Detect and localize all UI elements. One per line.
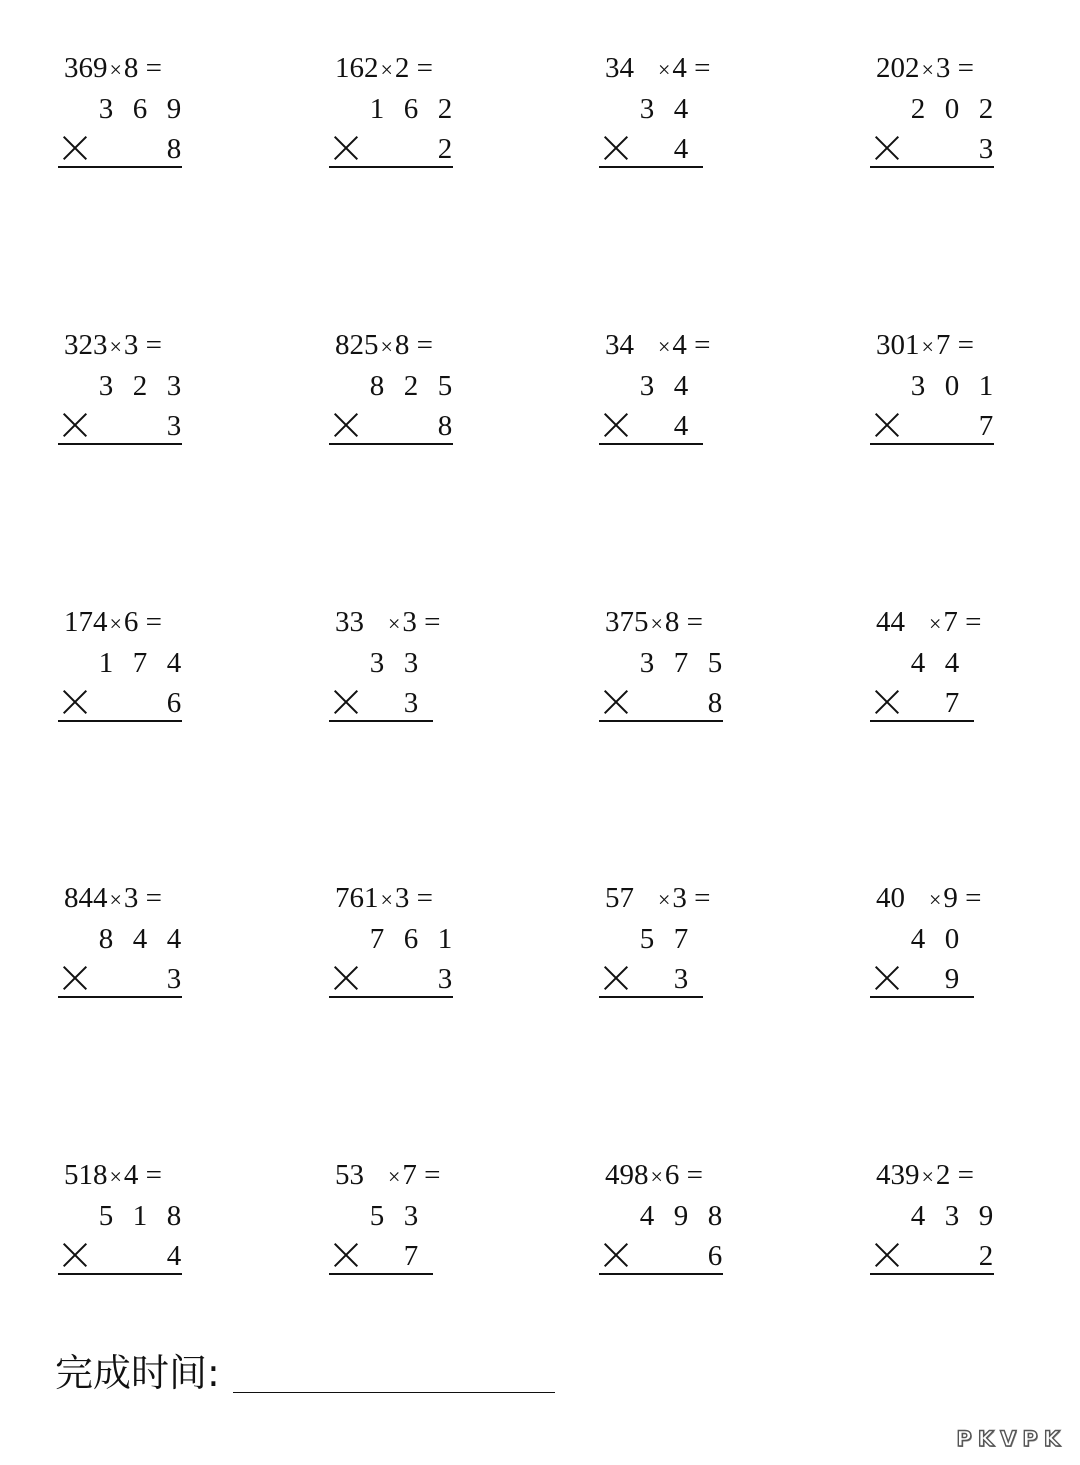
multiplication-problem — [329, 848, 529, 995]
equals-symbol: = — [416, 882, 434, 914]
multiply-cross-icon — [333, 134, 359, 160]
vertical-multiplier-row — [599, 130, 703, 168]
digit: 8 — [707, 1200, 723, 1232]
vertical-multiplier-row — [329, 130, 453, 168]
digit: 3 — [369, 647, 385, 679]
digit: 5 — [639, 923, 655, 955]
multiplicand: 33 — [335, 606, 364, 638]
vertical-multiplier: 7 — [403, 1240, 419, 1272]
problem-equation — [64, 327, 172, 365]
multiply-cross-icon — [603, 688, 629, 714]
multiplicand: 498 — [605, 1159, 649, 1191]
digit: 8 — [166, 1200, 182, 1232]
times-symbol: × — [650, 1164, 663, 1189]
problem-equation — [876, 1157, 984, 1195]
digit: 4 — [944, 647, 960, 679]
digit: 3 — [98, 370, 114, 402]
vertical-multiplier: 3 — [437, 963, 453, 995]
multiplier: 8 — [123, 52, 139, 84]
times-symbol: × — [658, 334, 671, 359]
vertical-multiplier-row — [58, 1237, 182, 1275]
digit: 4 — [910, 1200, 926, 1232]
problem-equation — [64, 1157, 172, 1195]
digit: 1 — [98, 647, 114, 679]
equals-symbol: = — [694, 52, 711, 84]
vertical-multiplier: 4 — [673, 133, 689, 165]
digit: 9 — [978, 1200, 994, 1232]
problem-equation — [64, 50, 172, 88]
times-symbol: × — [380, 57, 393, 82]
digit: 1 — [132, 1200, 148, 1232]
equals-symbol: = — [416, 52, 434, 84]
digit: 3 — [639, 647, 655, 679]
multiplier: 3 — [672, 882, 687, 914]
times-symbol: × — [380, 334, 393, 359]
digit: 4 — [910, 647, 926, 679]
multiplication-problem — [58, 572, 258, 719]
multiplier: 3 — [935, 52, 951, 84]
problem-equation — [876, 880, 992, 918]
digit: 4 — [132, 923, 148, 955]
vertical-multiplier: 3 — [978, 133, 994, 165]
multiplicand: 44 — [876, 606, 905, 638]
multiplication-problem — [870, 18, 1070, 165]
digit: 9 — [673, 1200, 689, 1232]
multiplication-problem — [870, 848, 1070, 995]
multiplier: 2 — [394, 52, 410, 84]
equals-symbol: = — [957, 329, 975, 361]
problem-equation — [605, 604, 713, 642]
multiplier: 3 — [394, 882, 410, 914]
equals-symbol: = — [145, 606, 163, 638]
digit: 3 — [639, 370, 655, 402]
equals-symbol: = — [957, 1159, 975, 1191]
times-symbol: × — [658, 57, 671, 82]
digit: 3 — [403, 1200, 419, 1232]
multiply-cross-icon — [874, 1241, 900, 1267]
equals-symbol: = — [694, 329, 711, 361]
equals-symbol: = — [145, 882, 163, 914]
multiplicand: 34 — [605, 52, 634, 84]
multiplicand: 174 — [64, 606, 108, 638]
multiplication-problem — [599, 1125, 799, 1272]
digit: 3 — [910, 370, 926, 402]
multiplicand: 825 — [335, 329, 379, 361]
vertical-multiplier: 4 — [673, 410, 689, 442]
equals-symbol: = — [694, 882, 711, 914]
digit: 3 — [639, 93, 655, 125]
times-symbol: × — [109, 1164, 122, 1189]
equals-symbol: = — [686, 1159, 704, 1191]
problem-equation — [335, 327, 443, 365]
times-symbol: × — [658, 887, 671, 912]
digit: 1 — [437, 923, 453, 955]
vertical-multiplier-row — [870, 960, 974, 998]
times-symbol: × — [109, 887, 122, 912]
digit: 5 — [707, 647, 723, 679]
problem-equation — [605, 327, 721, 365]
problem-equation — [876, 327, 984, 365]
times-symbol: × — [929, 611, 942, 636]
vertical-multiplier: 7 — [978, 410, 994, 442]
multiplication-problem — [599, 848, 799, 995]
multiplication-problem — [599, 295, 799, 442]
digit: 0 — [944, 370, 960, 402]
multiplicand: 53 — [335, 1159, 364, 1191]
digit: 2 — [437, 93, 453, 125]
problem-equation — [335, 50, 443, 88]
multiplication-problem — [599, 18, 799, 165]
multiplicand: 375 — [605, 606, 649, 638]
vertical-multiplier: 3 — [673, 963, 689, 995]
equals-symbol: = — [416, 329, 434, 361]
vertical-multiplier: 8 — [707, 687, 723, 719]
digit: 3 — [403, 647, 419, 679]
times-symbol: × — [109, 611, 122, 636]
vertical-multiplier-row — [58, 960, 182, 998]
vertical-multiplier-row — [329, 960, 453, 998]
equals-symbol: = — [145, 329, 163, 361]
vertical-multiplier: 7 — [944, 687, 960, 719]
equals-symbol: = — [957, 52, 975, 84]
problem-equation — [876, 50, 984, 88]
vertical-multiplier: 6 — [707, 1240, 723, 1272]
vertical-multiplier: 9 — [944, 963, 960, 995]
digit: 4 — [639, 1200, 655, 1232]
equals-symbol: = — [145, 52, 163, 84]
vertical-multiplier: 2 — [437, 133, 453, 165]
times-symbol: × — [650, 611, 663, 636]
multiplication-problem — [870, 295, 1070, 442]
vertical-multiplier: 3 — [403, 687, 419, 719]
problem-equation — [876, 604, 992, 642]
digit: 9 — [166, 93, 182, 125]
multiplication-problem — [329, 295, 529, 442]
digit: 8 — [369, 370, 385, 402]
digit: 8 — [98, 923, 114, 955]
problem-equation — [64, 604, 172, 642]
times-symbol: × — [921, 334, 934, 359]
vertical-multiplier-row — [329, 1237, 433, 1275]
multiplier: 4 — [123, 1159, 139, 1191]
digit: 4 — [166, 647, 182, 679]
multiplier: 3 — [123, 329, 139, 361]
multiply-cross-icon — [603, 134, 629, 160]
vertical-multiplier: 3 — [166, 963, 182, 995]
multiplier: 4 — [672, 329, 687, 361]
digit: 7 — [673, 923, 689, 955]
multiplicand: 844 — [64, 882, 108, 914]
times-symbol: × — [921, 1164, 934, 1189]
multiplier: 8 — [394, 329, 410, 361]
multiply-cross-icon — [62, 964, 88, 990]
multiply-cross-icon — [333, 688, 359, 714]
multiplication-problem — [329, 572, 529, 719]
multiplicand: 369 — [64, 52, 108, 84]
vertical-multiplier-row — [599, 960, 703, 998]
vertical-multiplier: 6 — [166, 687, 182, 719]
equals-symbol: = — [965, 882, 982, 914]
multiply-cross-icon — [62, 134, 88, 160]
multiply-cross-icon — [62, 688, 88, 714]
digit: 5 — [437, 370, 453, 402]
equals-symbol: = — [424, 1159, 441, 1191]
multiply-cross-icon — [603, 964, 629, 990]
multiply-cross-icon — [603, 411, 629, 437]
digit: 1 — [369, 93, 385, 125]
problem-equation — [605, 1157, 713, 1195]
multiplier: 7 — [935, 329, 951, 361]
multiplicand: 439 — [876, 1159, 920, 1191]
digit: 2 — [403, 370, 419, 402]
multiplier: 3 — [402, 606, 417, 638]
equals-symbol: = — [424, 606, 441, 638]
multiplicand: 323 — [64, 329, 108, 361]
vertical-multiplier-row — [599, 1237, 723, 1275]
multiply-cross-icon — [874, 134, 900, 160]
watermark-logo: PKVPK — [956, 1427, 1066, 1451]
vertical-multiplier: 2 — [978, 1240, 994, 1272]
vertical-multiplier-row — [870, 684, 974, 722]
multiplicand: 761 — [335, 882, 379, 914]
times-symbol: × — [388, 611, 401, 636]
vertical-multiplier-row — [58, 130, 182, 168]
vertical-multiplier: 8 — [437, 410, 453, 442]
vertical-multiplier-row — [599, 684, 723, 722]
multiplication-problem — [870, 572, 1070, 719]
multiplier: 2 — [935, 1159, 951, 1191]
digit: 2 — [910, 93, 926, 125]
equals-symbol: = — [145, 1159, 163, 1191]
digit: 6 — [403, 93, 419, 125]
digit: 4 — [166, 923, 182, 955]
completion-time-label: 完成时间: — [55, 1351, 220, 1395]
digit: 1 — [978, 370, 994, 402]
digit: 5 — [369, 1200, 385, 1232]
times-symbol: × — [109, 334, 122, 359]
multiplication-problem — [329, 18, 529, 165]
multiply-cross-icon — [603, 1241, 629, 1267]
problem-equation — [605, 50, 721, 88]
digit: 7 — [132, 647, 148, 679]
vertical-multiplier-row — [599, 407, 703, 445]
multiplicand: 34 — [605, 329, 634, 361]
multiplier: 9 — [943, 882, 958, 914]
multiplier: 6 — [123, 606, 139, 638]
multiplier: 7 — [943, 606, 958, 638]
vertical-multiplier-row — [329, 407, 453, 445]
digit: 4 — [673, 370, 689, 402]
multiply-cross-icon — [874, 688, 900, 714]
digit: 4 — [910, 923, 926, 955]
digit: 3 — [98, 93, 114, 125]
problem-equation — [335, 880, 443, 918]
times-symbol: × — [388, 1164, 401, 1189]
multiplication-problem — [599, 572, 799, 719]
times-symbol: × — [921, 57, 934, 82]
equals-symbol: = — [686, 606, 704, 638]
digit: 6 — [132, 93, 148, 125]
problem-equation — [335, 604, 451, 642]
digit: 0 — [944, 923, 960, 955]
multiply-cross-icon — [62, 1241, 88, 1267]
multiplicand: 518 — [64, 1159, 108, 1191]
multiplication-problem — [58, 18, 258, 165]
digit: 3 — [944, 1200, 960, 1232]
vertical-multiplier-row — [870, 130, 994, 168]
multiplication-problem — [58, 848, 258, 995]
vertical-multiplier-row — [58, 684, 182, 722]
times-symbol: × — [109, 57, 122, 82]
multiplier: 7 — [402, 1159, 417, 1191]
vertical-multiplier: 4 — [166, 1240, 182, 1272]
problem-equation — [605, 880, 721, 918]
multiplicand: 301 — [876, 329, 920, 361]
multiplier: 3 — [123, 882, 139, 914]
multiplication-problem — [870, 1125, 1070, 1272]
digit: 0 — [944, 93, 960, 125]
times-symbol: × — [929, 887, 942, 912]
vertical-multiplier-row — [870, 1237, 994, 1275]
multiply-cross-icon — [874, 411, 900, 437]
digit: 5 — [98, 1200, 114, 1232]
multiplication-problem — [58, 1125, 258, 1272]
multiply-cross-icon — [333, 1241, 359, 1267]
digit: 6 — [403, 923, 419, 955]
multiplicand: 162 — [335, 52, 379, 84]
digit: 2 — [132, 370, 148, 402]
times-symbol: × — [380, 887, 393, 912]
vertical-multiplier-row — [58, 407, 182, 445]
multiply-cross-icon — [333, 411, 359, 437]
multiply-cross-icon — [333, 964, 359, 990]
multiplicand: 57 — [605, 882, 634, 914]
multiplier: 8 — [664, 606, 680, 638]
digit: 7 — [369, 923, 385, 955]
equals-symbol: = — [965, 606, 982, 638]
digit: 7 — [673, 647, 689, 679]
problem-equation — [64, 880, 172, 918]
problem-equation — [335, 1157, 451, 1195]
multiplication-problem — [58, 295, 258, 442]
vertical-multiplier: 8 — [166, 133, 182, 165]
multiplicand: 202 — [876, 52, 920, 84]
multiplicand: 40 — [876, 882, 905, 914]
digit: 4 — [673, 93, 689, 125]
digit: 2 — [978, 93, 994, 125]
multiplier: 6 — [664, 1159, 680, 1191]
digit: 3 — [166, 370, 182, 402]
multiplier: 4 — [672, 52, 687, 84]
vertical-multiplier-row — [329, 684, 433, 722]
completion-time-blank[interactable] — [233, 1392, 555, 1393]
multiplication-problem — [329, 1125, 529, 1272]
vertical-multiplier-row — [870, 407, 994, 445]
multiply-cross-icon — [62, 411, 88, 437]
vertical-multiplier: 3 — [166, 410, 182, 442]
multiply-cross-icon — [874, 964, 900, 990]
